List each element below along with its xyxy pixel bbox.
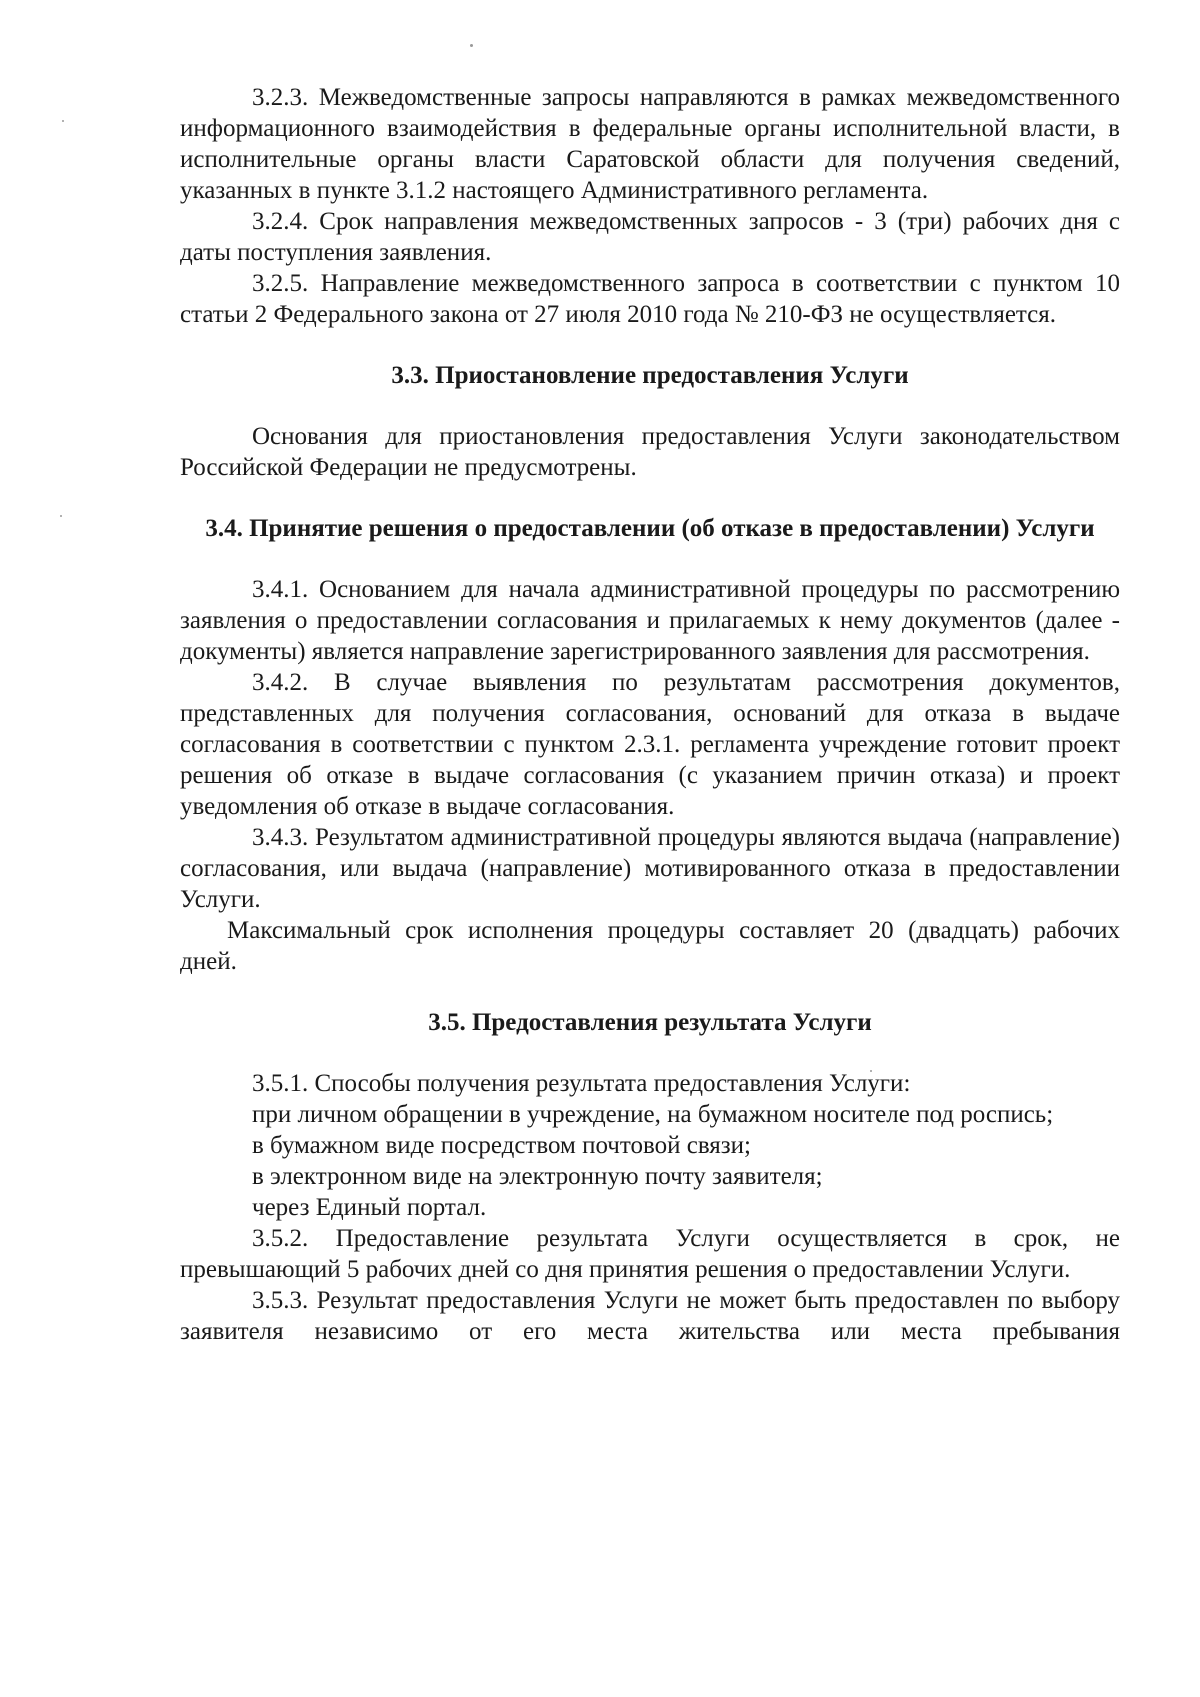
- scan-speck: [470, 44, 473, 47]
- list-item-postal: в бумажном виде посредством почтовой связи;: [252, 1132, 751, 1159]
- section-heading-3-4: 3.4. Принятие решения о предоставлении (об отказе в предоставлении) Услуги: [205, 515, 1095, 542]
- section-heading-3-3: 3.3. Приостановление предоставления Услуги: [391, 362, 909, 389]
- paragraph-3-2-3: 3.2.3. Межведомственные запросы направляются в рамках межведомственного информационного взаимодействия в федеральные органы исполнительной власти, в исполнительные органы власти Саратовской области для получения сведений, указанных в пункте 3.1.2 настоящего Административного регламента.: [180, 84, 1120, 204]
- paragraph-3-4-2: 3.4.2. В случае выявления по результатам рассмотрения документов, представленных для получения согласования, оснований для отказа в выдаче согласования в соответствии с пунктом 2.3.1. регламента учреждение готовит проект решения об отказе в выдаче согласования (с указанием причин отказа) и проект уведомления об отказе в выдаче согласования.: [180, 669, 1120, 820]
- scan-speck: [60, 515, 62, 517]
- scan-speck: [62, 120, 64, 122]
- list-item-portal: через Единый портал.: [252, 1194, 487, 1221]
- paragraph-3-5-2: 3.5.2. Предоставление результата Услуги осуществляется в срок, не превышающий 5 рабочих дней со дня принятия решения о предоставлении Услуги.: [180, 1225, 1120, 1283]
- list-item-in-person: при личном обращении в учреждение, на бумажном носителе под роспись;: [252, 1101, 1054, 1128]
- paragraph-max-term: Максимальный срок исполнения процедуры составляет 20 (двадцать) рабочих дней.: [180, 917, 1120, 975]
- paragraph-3-2-4: 3.2.4. Срок направления межведомственных запросов - 3 (три) рабочих дня с даты поступления заявления.: [180, 208, 1120, 266]
- paragraph-3-2-5: 3.2.5. Направление межведомственного запроса в соответствии с пунктом 10 статьи 2 Федерального закона от 27 июля 2010 года № 210-ФЗ не осуществляется.: [180, 270, 1120, 328]
- paragraph-3-5-3: 3.5.3. Результат предоставления Услуги не может быть предоставлен по выбору заявителя независимо от его места жительства или места пребывания: [180, 1287, 1120, 1345]
- paragraph-3-4-1: 3.4.1. Основанием для начала административной процедуры по рассмотрению заявления о предоставлении согласования и прилагаемых к нему документов (далее - документы) является направление зарегистрированного заявления для рассмотрения.: [180, 576, 1120, 665]
- paragraph-3-5-1: 3.5.1. Способы получения результата предоставления Услуги:: [252, 1070, 911, 1097]
- paragraph-3-3: Основания для приостановления предоставления Услуги законодательством Российской Федерации не предусмотрены.: [180, 423, 1120, 481]
- document-body: [180, 82, 1120, 1347]
- paragraph-3-4-3: 3.4.3. Результатом административной процедуры являются выдача (направление) согласования, или выдача (направление) мотивированного отказа в предоставлении Услуги.: [180, 824, 1120, 913]
- section-heading-3-5: 3.5. Предоставления результата Услуги: [428, 1009, 872, 1036]
- list-item-email: в электронном виде на электронную почту заявителя;: [252, 1163, 823, 1190]
